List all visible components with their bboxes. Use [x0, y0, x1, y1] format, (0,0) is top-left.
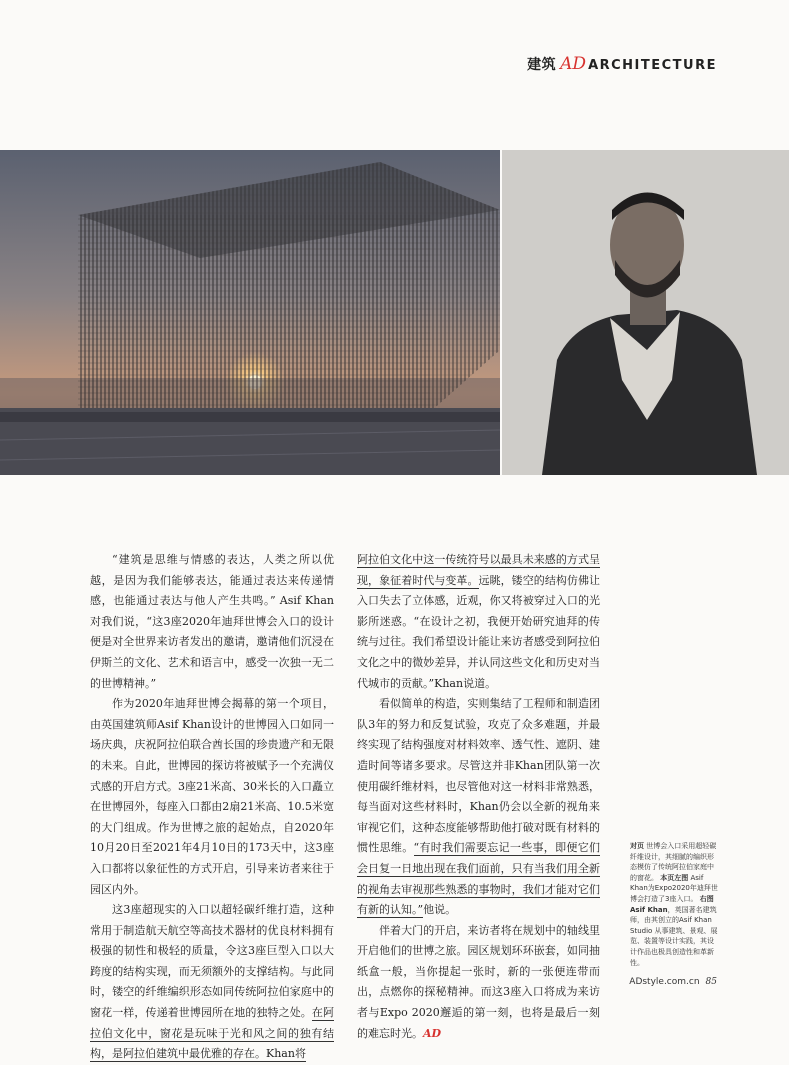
paragraph: [90, 900, 334, 1065]
photo-caption: [630, 841, 720, 968]
ad-logo: AD: [560, 54, 587, 74]
magazine-header: [527, 54, 717, 74]
header-section: ARCHITECTURE: [588, 58, 717, 73]
paragraph: [357, 921, 600, 1045]
text-run: 看似简单的构造，实则集结了工程师和制造团队3年的努力和反复试验，攻克了众多难题，并最终实现了结构强度对材料效率、透气性、遮阴、建造时间等诸多要求。尽管这并非Khan团队第一次使用碳纤维材料，也尽管他对这一材料非常熟悉，每当面对这些材料时，Khan仍会以全新的视角来审视它们，这种态度能够帮助他打破对既有材料的惯性思维。: [357, 697, 600, 855]
paragraph: [357, 694, 600, 921]
caption-text: 世博会入口采用超轻碳纤维设计，其细腻的编织形态模仿了传统阿拉伯家庭中的窗花。: [630, 842, 717, 882]
caption-text: Asif Khan为Expo2020年迪拜世博会打造了3座入口。: [630, 873, 718, 903]
paragraph: [357, 550, 600, 694]
end-mark: AD: [423, 1026, 442, 1040]
caption-text: ，英国著名建筑师，由其创立的Asif Khan Studio 从事建筑、景观、展览、装置等设计实践，其设计作品也极具创造性和革新性。: [630, 905, 718, 967]
entrance-photo: [0, 150, 500, 475]
text-run: 远眺，镂空的结构仿佛让入口失去了立体感，近观，你又将被穿过入口的光影所迷惑。“在设计之初，我便开始研究迪拜的传统与过往。我们希望设计能让来访者感受到阿拉伯文化之中的微妙差异，并认同这些文化和历史对当代城市的贡献。”Khan说道。: [357, 573, 601, 690]
text-run: 他说。: [423, 903, 457, 917]
text-run: 伴着大门的开启，来访者将在规划中的轴线里开启他们的世博之旅。园区规划环环嵌套，如同抽纸盒一般，当你提起一张时，新的一张便连带而出，点燃你的探秘精神。而这3座入口将成为来访者与Expo 2020邂逅的第一刻，也将是最后一刻的难忘时光。: [357, 923, 600, 1040]
header-chinese: 建筑: [527, 57, 557, 73]
highlighted-text: 在阿拉伯文化中，窗花是玩味于光和风之间的独有结构，是阿拉伯建筑中最优雅的存在。Khan将: [90, 1006, 335, 1061]
quote-text: “有时我们需要忘记一些事，即便它们会日复一日地出现在我们面前，只有当我们用全新的视角去审视那些熟悉的事物时，我们才能对它们有新的认知。”: [357, 841, 601, 917]
caption-label: 右图: [699, 894, 714, 903]
website: ADstyle.com.cn: [629, 977, 700, 987]
article-column-2: [357, 550, 600, 1044]
portrait-photo: [502, 150, 789, 475]
article-column-1: [90, 550, 334, 1065]
caption-name: Asif Khan: [630, 905, 668, 914]
caption-label: 对页: [630, 842, 644, 850]
paragraph: “建筑是思维与情感的表达，人类之所以优越，是因为我们能够表达，能通过表达来传递情感，也能通过表达与他人产生共鸣。” Asif Khan对我们说，“这3座2020年迪拜世博会入口的设计便是对全世界来访者发出的邀请，邀请他们沉浸在伊斯兰的文化、艺术和语言中，感受一次独一无二的世博精神。”: [90, 553, 334, 690]
page-number: 85: [705, 977, 717, 987]
page-footer: [629, 977, 717, 987]
caption-label: 本页左图: [660, 873, 689, 882]
paragraph: 作为2020年迪拜世博会揭幕的第一个项目，由英国建筑师Asif Khan设计的世博园入口如同一场庆典，庆祝阿拉伯联合酋长国的珍贵遗产和无限的未来。自此，世博园的探访将被赋予一个充满仪式感的开启方式。3座21米高、30米长的入口矗立在世博园外，每座入口都由2扇21米高、10.5米宽的大门组成。作为世博之旅的起始点，自2020年10月20日至2021年4月10日的173天中，这3座入口都将以象征性的方式开启，引导来访者来往于园区内外。: [90, 697, 334, 896]
text-run: 这3座超现实的入口以超轻碳纤维打造，这种常用于制造航天航空等高技术器材的优良材料拥有极强的韧性和极轻的质量，令这3座巨型入口以大跨度的结构实现，而无须额外的支撑结构。与此同时，镂空的纤维编织形态如同传统阿拉伯家庭中的窗花一样，传递着世博园所在地的独特之处。: [90, 903, 334, 1020]
highlighted-text: 阿拉伯文化中这一传统符号以最具未来感的方式呈现，象征着时代与变革。: [357, 553, 600, 587]
